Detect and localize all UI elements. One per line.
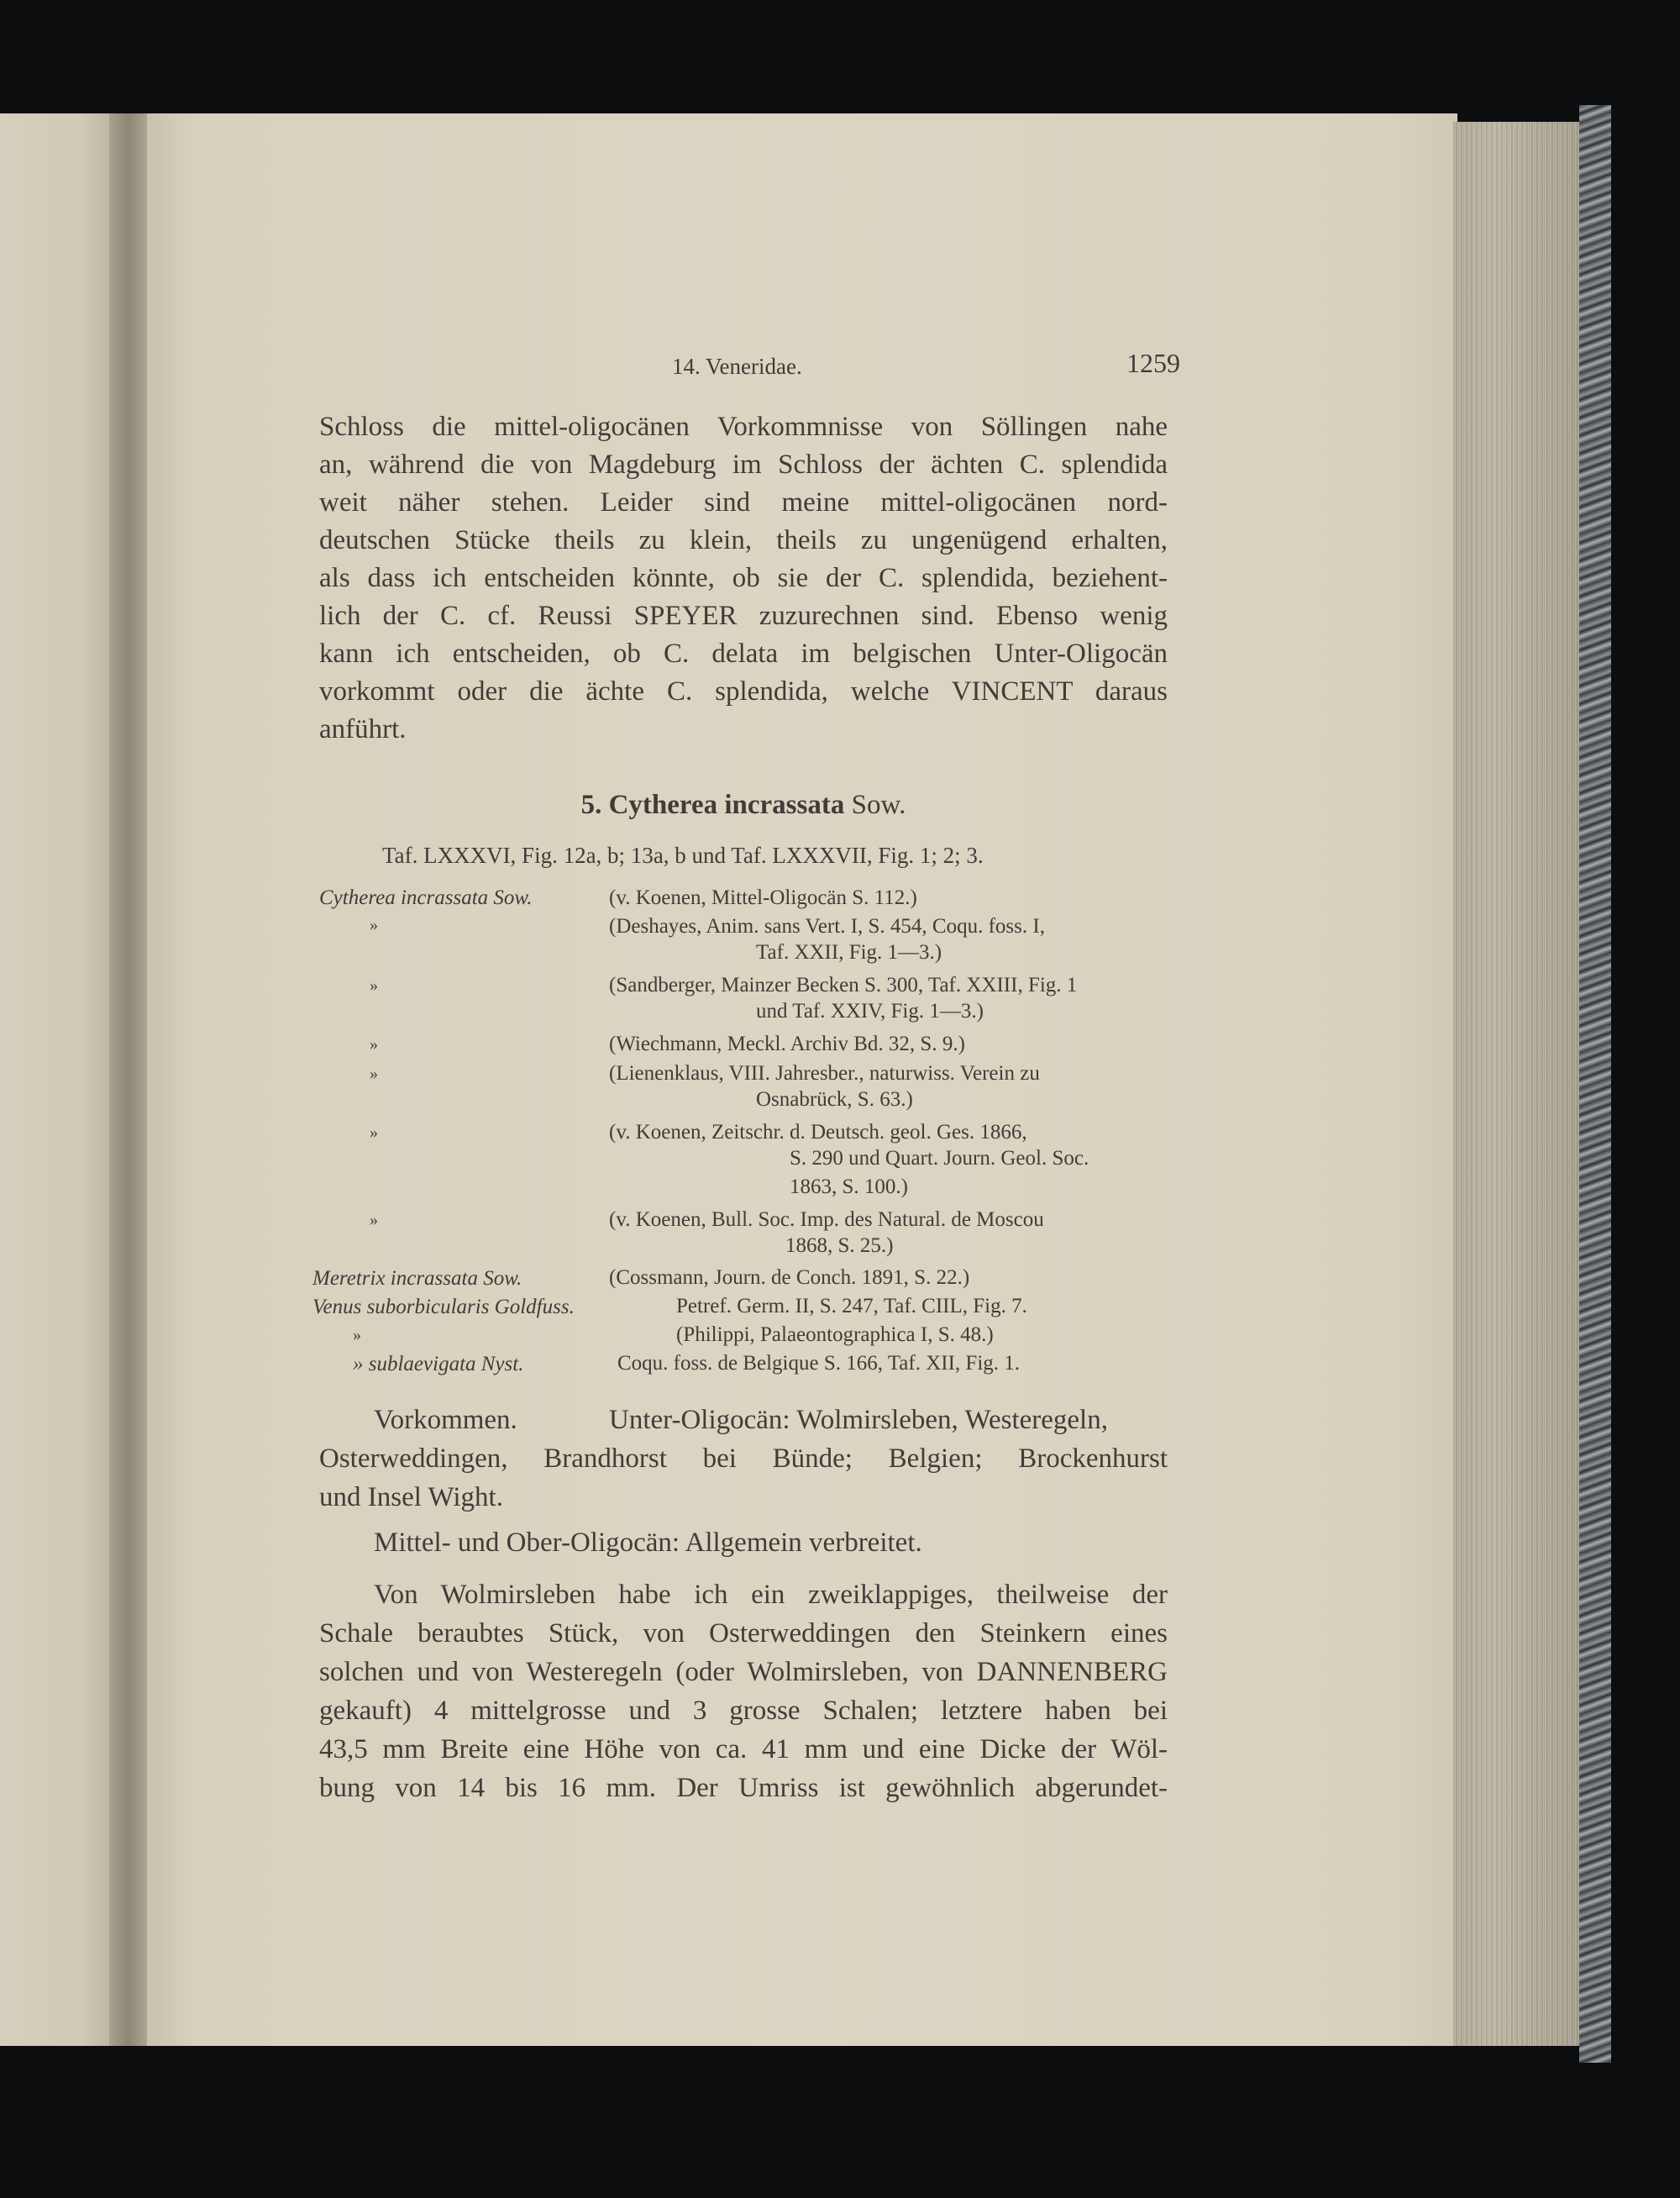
- para1-line: Schloss die mittel-oligocänen Vorkommnisse von Söllingen nahe: [319, 412, 1168, 442]
- para1-line: vorkommt oder die ächte C. splendida, welche VINCENT daraus: [319, 676, 1168, 707]
- para2-line: gekauft) 4 mittelgrosse und 3 grosse Schalen; letztere haben bei: [319, 1696, 1168, 1726]
- synonym-ref-cont: 1868, S. 25.): [785, 1234, 894, 1257]
- synonym-ref: (Deshayes, Anim. sans Vert. I, S. 454, Coqu. foss. I,: [609, 915, 1045, 938]
- ditto-mark: »: [370, 1123, 378, 1142]
- synonym-ref-cont: Taf. XXII, Fig. 1—3.): [756, 941, 942, 964]
- synonym-ref-cont: S. 290 und Quart. Journ. Geol. Soc.: [790, 1147, 1089, 1170]
- ditto-mark: »: [370, 1211, 378, 1229]
- occurrence-label: Vorkommen.: [374, 1405, 517, 1435]
- species-number: 5.: [580, 790, 602, 820]
- synonym-ref: (Sandberger, Mainzer Becken S. 300, Taf. XXIII, Fig. 1: [609, 974, 1078, 996]
- book-gutter: [109, 113, 151, 2046]
- para1-line: kann ich entscheiden, ob C. delata im belgischen Unter-Oligocän: [319, 639, 1168, 669]
- synonym-ref-cont: Osnabrück, S. 63.): [756, 1088, 913, 1111]
- synonym-ref: Petref. Germ. II, S. 247, Taf. CIIL, Fig. 7.: [676, 1295, 1027, 1317]
- synonym-ref: (Philippi, Palaeontographica I, S. 48.): [676, 1323, 994, 1346]
- left-page-edge: [0, 113, 118, 2046]
- para2-line: bung von 14 bis 16 mm. Der Umriss ist gewöhnlich abgerundet-: [319, 1773, 1168, 1803]
- marbled-cover-edge: [1579, 105, 1611, 2063]
- synonym-name: Meretrix incrassata Sow.: [312, 1267, 522, 1290]
- para2-line: Schale beraubtes Stück, von Osterweddingen den Steinkern eines: [319, 1618, 1168, 1648]
- synonym-ref-cont: und Taf. XXIV, Fig. 1—3.): [756, 1000, 984, 1023]
- occurrence-line: Unter-Oligocän: Wolmirsleben, Westeregeln,: [609, 1405, 1108, 1435]
- page-text: [312, 344, 1180, 1899]
- page-edges-shadow: [1453, 122, 1592, 2046]
- species-name: Cytherea incrassata: [608, 790, 845, 820]
- para2-line: Von Wolmirsleben habe ich ein zweiklappiges, theilweise der: [374, 1580, 1168, 1610]
- plates-reference: Taf. LXXXVI, Fig. 12a, b; 13a, b und Taf. LXXXVII, Fig. 1; 2; 3.: [382, 843, 984, 868]
- occurrence-line: Mittel- und Ober-Oligocän: Allgemein verbreitet.: [374, 1528, 922, 1558]
- synonym-name: Cytherea incrassata Sow.: [319, 886, 533, 909]
- para1-line: als dass ich entscheiden könnte, ob sie der C. splendida, beziehent-: [319, 563, 1168, 593]
- page-number: 1259: [1126, 348, 1180, 378]
- synonym-ref: (Wiechmann, Meckl. Archiv Bd. 32, S. 9.): [609, 1033, 965, 1055]
- occurrence-line: und Insel Wight.: [319, 1482, 503, 1512]
- synonym-ref: (v. Koenen, Bull. Soc. Imp. des Natural. de Moscou: [609, 1208, 1044, 1231]
- running-header-title: 14. Veneridae.: [672, 354, 802, 379]
- ditto-mark: »: [370, 1035, 378, 1054]
- synonym-name: » sublaevigata Nyst.: [353, 1353, 524, 1375]
- synonym-ref: (Lienenklaus, VIII. Jahresber., naturwiss. Verein zu: [609, 1062, 1040, 1085]
- ditto-mark: »: [370, 1065, 378, 1083]
- synonym-ref: (v. Koenen, Zeitschr. d. Deutsch. geol. Ges. 1866,: [609, 1121, 1027, 1144]
- para2-line: 43,5 mm Breite eine Höhe von ca. 41 mm und eine Dicke der Wöl-: [319, 1734, 1168, 1764]
- para1-line: deutschen Stücke theils zu klein, theils zu ungenügend erhalten,: [319, 525, 1168, 555]
- synonym-ref: Coqu. foss. de Belgique S. 166, Taf. XII, Fig. 1.: [617, 1352, 1021, 1375]
- ditto-mark: »: [370, 916, 378, 934]
- ditto-mark: »: [353, 1326, 361, 1344]
- synonym-name: Venus suborbicularis Goldfuss.: [312, 1296, 575, 1318]
- species-heading: [319, 790, 1168, 821]
- occurrence-line: Osterweddingen, Brandhorst bei Bünde; Belgien; Brockenhurst: [319, 1443, 1168, 1474]
- species-author: Sow.: [851, 790, 906, 820]
- para2-line: solchen und von Westeregeln (oder Wolmirsleben, von DANNENBERG: [319, 1657, 1168, 1687]
- para1-line: weit näher stehen. Leider sind meine mittel-oligocänen nord-: [319, 487, 1168, 518]
- synonym-ref: (Cossmann, Journ. de Conch. 1891, S. 22.): [609, 1266, 970, 1289]
- synonym-ref-cont: 1863, S. 100.): [790, 1175, 908, 1198]
- para1-line: an, während die von Magdeburg im Schloss der ächten C. splendida: [319, 450, 1168, 480]
- para1-line: lich der C. cf. Reussi SPEYER zuzurechnen sind. Ebenso wenig: [319, 601, 1168, 631]
- synonym-ref: (v. Koenen, Mittel-Oligocän S. 112.): [609, 886, 917, 909]
- ditto-mark: »: [370, 976, 378, 995]
- para1-line: anführt.: [319, 714, 407, 744]
